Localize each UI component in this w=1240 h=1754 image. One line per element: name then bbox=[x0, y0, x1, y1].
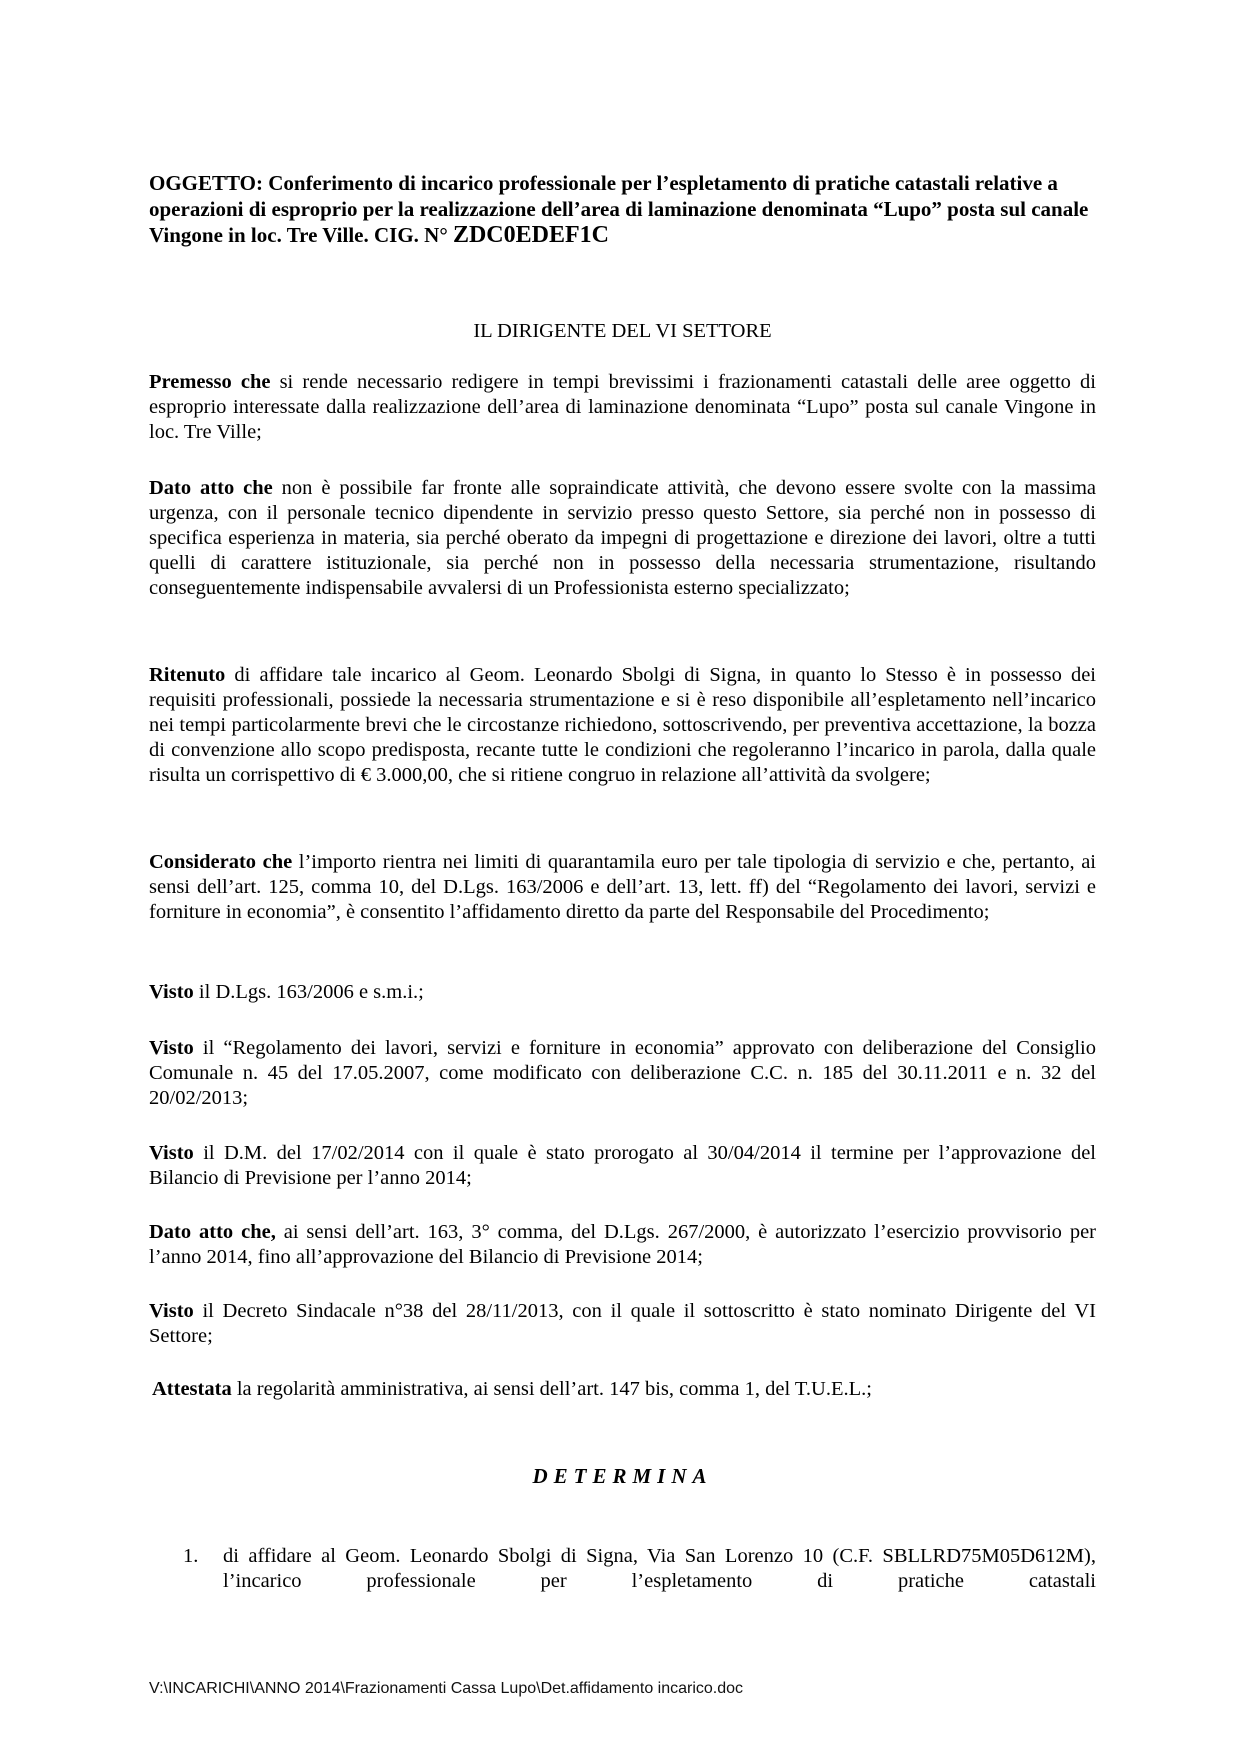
list-item-number: 1. bbox=[183, 1545, 199, 1567]
paragraph-body: la regolarità amministrativa, ai sensi dell’art. 147 bis, comma 1, del T.U.E.L.; bbox=[231, 1378, 872, 1400]
cig-code: ZDC0EDEF1C bbox=[452, 222, 609, 248]
paragraph-considerato bbox=[149, 850, 1096, 925]
paragraph-dato-atto bbox=[149, 476, 1096, 601]
paragraph-lead: Visto bbox=[149, 981, 194, 1003]
paragraph-body: ai sensi dell’art. 163, 3° comma, del D.Lgs. 267/2000, è autorizzato l’esercizio provvisorio per l’anno 2014, fino all’approvazione del Bilancio di Previsione 2014; bbox=[149, 1221, 1096, 1268]
file-path-footer: V:\INCARICHI\ANNO 2014\Frazionamenti Cassa Lupo\Det.affidamento incarico.doc bbox=[149, 1680, 744, 1697]
paragraph-body: il D.M. del 17/02/2014 con il quale è stato prorogato al 30/04/2014 il termine per l’approvazione del Bilancio di Previsione per l’anno 2014; bbox=[149, 1142, 1096, 1189]
paragraph-lead: Visto bbox=[149, 1037, 194, 1059]
paragraph-attestata bbox=[152, 1377, 1099, 1402]
subject-block bbox=[149, 170, 1096, 248]
subject-text: OGGETTO: Conferimento di incarico professionale per l’espletamento di pratiche catastali relative a operazioni di esproprio per la realizzazione dell’area di laminazione denominata “Lupo” posta sul canale Vingone in loc. Tre Ville. CIG. N° bbox=[149, 171, 1089, 247]
paragraph-lead: Attestata bbox=[152, 1378, 232, 1400]
list-item-text: di affidare al Geom. Leonardo Sbolgi di Signa, Via San Lorenzo 10 (C.F. SBLLRD75M05D612M), l’incarico professionale per l’espletamento di pratiche catastali bbox=[223, 1545, 1096, 1592]
paragraph-visto-dlgs bbox=[149, 980, 1096, 1005]
paragraph-body: il Decreto Sindacale n°38 del 28/11/2013, con il quale il sottoscritto è stato nominato Dirigente del VI Settore; bbox=[149, 1300, 1096, 1347]
paragraph-dato-atto-esercizio bbox=[149, 1220, 1096, 1270]
section-heading: IL DIRIGENTE DEL VI SETTORE bbox=[473, 320, 772, 342]
paragraph-lead: Dato atto che bbox=[149, 477, 273, 499]
paragraph-visto-decreto bbox=[149, 1299, 1096, 1349]
paragraph-body: il “Regolamento dei lavori, servizi e forniture in economia” approvato con deliberazione del Consiglio Comunale n. 45 del 17.05.2007, come modificato con deliberazione C.C. n. 185 del 30.11.2011 e n. 32 del 20/02/2013; bbox=[149, 1037, 1096, 1109]
paragraph-lead: Visto bbox=[149, 1300, 194, 1322]
paragraph-body: l’importo rientra nei limiti di quarantamila euro per tale tipologia di servizio e che, pertanto, ai sensi dell’art. 125, comma 10, del D.Lgs. 163/2006 e dell’art. 13, lett. ff) del “Regolamento dei lavori, servizi e forniture in economia”, è consentito l’affidamento diretto da parte del Responsabile del Procedimento; bbox=[149, 851, 1096, 923]
paragraph-body: non è possibile far fronte alle sopraindicate attività, che devono essere svolte con la massima urgenza, con il personale tecnico dipendente in servizio presso questo Settore, sia perché non in possesso di specifica esperienza in materia, sia perché oberato da impegni di progettazione e direzione dei lavori, oltre a tutti quelli di carattere istituzionale, sia perché non in possesso della necessaria strumentazione, risultando conseguentemente indispensabile avvalersi di un Professionista esterno specializzato; bbox=[149, 477, 1097, 599]
paragraph-body: si rende necessario redigere in tempi brevissimi i frazionamenti catastali delle aree oggetto di esproprio interessate dalla realizzazione dell’area di laminazione denominata “Lupo” posta sul canale Vingone in loc. Tre Ville; bbox=[149, 371, 1096, 443]
paragraph-visto-regolamento bbox=[149, 1036, 1096, 1111]
paragraph-lead: Ritenuto bbox=[149, 664, 226, 686]
paragraph-body: il D.Lgs. 163/2006 e s.m.i.; bbox=[193, 981, 424, 1003]
paragraph-lead: Premesso che bbox=[149, 371, 271, 393]
paragraph-lead: Considerato che bbox=[149, 851, 293, 873]
paragraph-ritenuto bbox=[149, 663, 1096, 788]
paragraph-visto-dm bbox=[149, 1141, 1096, 1191]
paragraph-lead: Visto bbox=[149, 1142, 194, 1164]
determina-heading: DETERMINA bbox=[532, 1464, 713, 1488]
paragraph-lead: Dato atto che, bbox=[149, 1221, 276, 1243]
paragraph-premesso bbox=[149, 370, 1096, 445]
paragraph-body: di affidare tale incarico al Geom. Leonardo Sbolgi di Signa, in quanto lo Stesso è in possesso dei requisiti professionali, possiede la necessaria strumentazione e si è reso disponibile all’espletamento nell’incarico nei tempi particolarmente brevi che le circostanze richiedono, sottoscrivendo, per preventiva accettazione, la bozza di convenzione allo scopo predisposta, recante tutte le condizioni che regoleranno l’incarico in parola, dalla quale risulta un corrispettivo di € 3.000,00, che si ritiene congruo in relazione all’attività da svolgere; bbox=[149, 664, 1096, 786]
